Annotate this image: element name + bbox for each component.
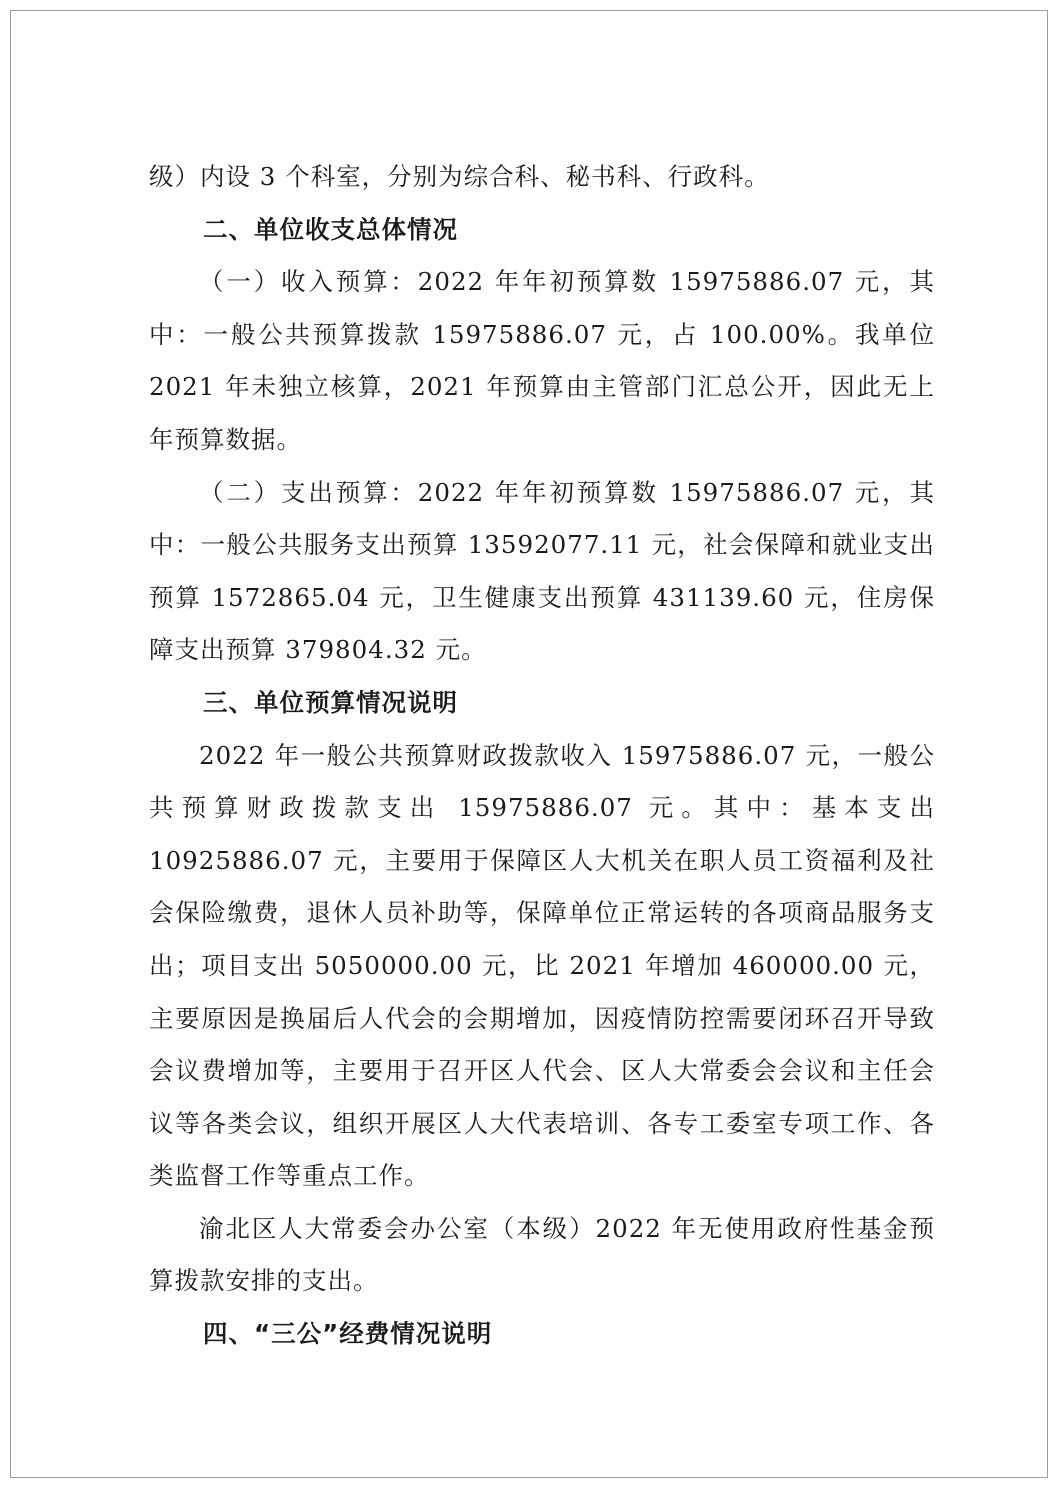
section-heading: 二、单位收支总体情况 — [203, 214, 458, 244]
body-paragraph: （一）收入预算：2022 年年初预算数 15975886.07 元，其中：一般公共预算拨款 15975886.07 元，占 100.00%。我单位 2021 年未独立核算，2021 年预算由主管部门汇总公开，因此无上年预算数据。 — [149, 267, 935, 454]
section-heading: 四、“三公”经费情况说明 — [203, 1319, 493, 1349]
document-body — [149, 151, 935, 1361]
body-paragraph: （二）支出预算：2022 年年初预算数 15975886.07 元，其中：一般公共服务支出预算 13592077.11 元，社会保障和就业支出预算 1572865.04 元，卫生健康支出预算 431139.60 元，住房保障支出预算 379804.32 元。 — [149, 477, 935, 665]
section-heading: 三、单位预算情况说明 — [203, 687, 458, 717]
body-paragraph: 2022 年一般公共预算财政拨款收入 15975886.07 元，一般公共预算财政拨款支出 15975886.07 元。其中：基本支出 10925886.07 元，主要用于保障区人大机关在职人员工资福利及社会保险缴费，退休人员补助等，保障单位正常运转的各项商品服务支出；项目支出 5050000.00 元，比 2021 年增加 460000.00 元，主要原因是换届后人代会的会期增加，因疫情防控需要闭环召开导致会议费增加等，主要用于召开区人代会、区人大常委会会议和主任会议等各类会议，组织开展区人大代表培训、各专工委室专项工作、各类监督工作等重点工作。 — [149, 740, 935, 1191]
body-paragraph: 级）内设 3 个科室，分别为综合科、秘书科、行政科。 — [149, 162, 770, 191]
document-page — [10, 10, 1048, 1478]
body-paragraph: 渝北区人大常委会办公室（本级）2022 年无使用政府性基金预算拨款安排的支出。 — [149, 1213, 935, 1296]
